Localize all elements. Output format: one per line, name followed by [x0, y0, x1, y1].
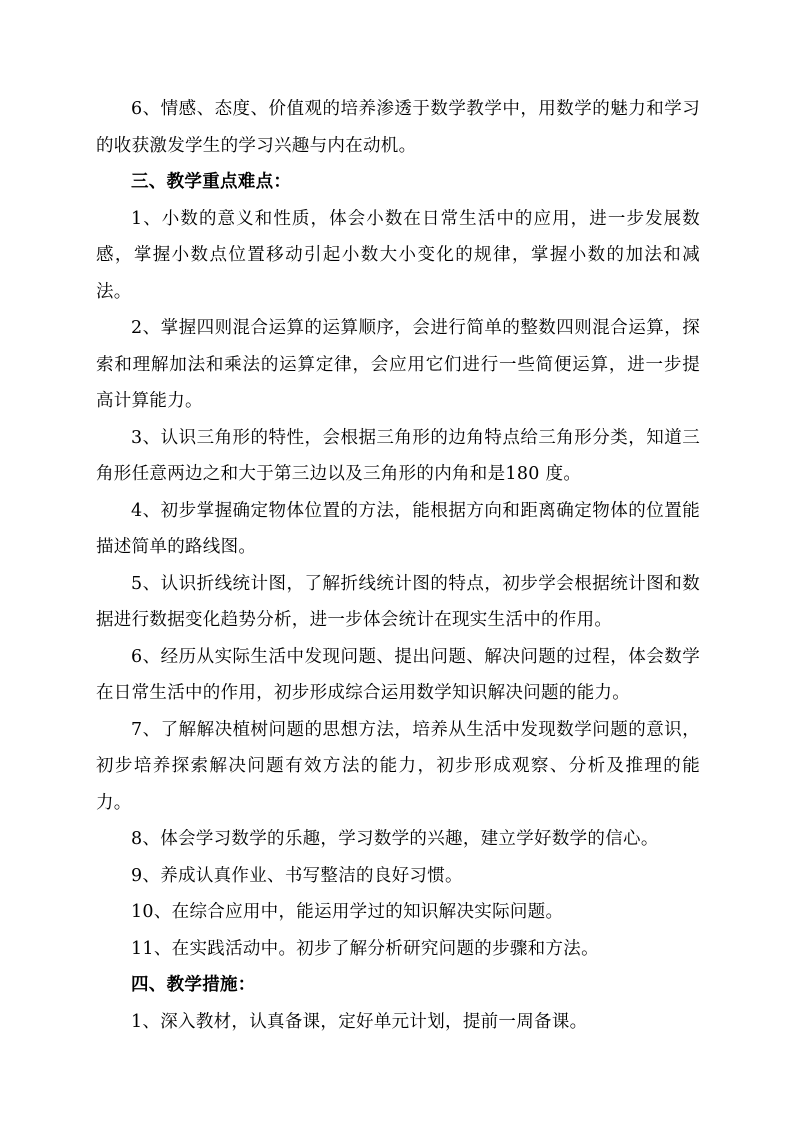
- paragraph-point-3: 3、认识三角形的特性，会根据三角形的边角特点给三角形分类，知道三角形任意两边之和大于第三边以及三角形的内角和是180 度。: [96, 427, 700, 484]
- paragraph-point-7: 7、了解解决植树问题的思想方法，培养从生活中发现数学问题的意识，初步培养探索解决问题有效方法的能力，初步形成观察、分析及推理的能力。: [96, 719, 700, 813]
- paragraph-measure-1: 1、深入教材，认真备课，定好单元计划，提前一周备课。: [131, 1011, 588, 1032]
- section-heading-teaching-measures: 四、教学措施：: [131, 975, 256, 995]
- paragraph-point-6: 6、经历从实际生活中发现问题、提出问题、解决问题的过程，体会数学在日常生活中的作用，初步形成综合运用数学知识解决问题的能力。: [96, 646, 700, 703]
- paragraph-point-5: 5、认识折线统计图，了解折线统计图的特点，初步学会根据统计图和数据进行数据变化趋势分析，进一步体会统计在现实生活中的作用。: [96, 573, 700, 630]
- paragraph-point-8: 8、体会学习数学的乐趣，学习数学的兴趣，建立学好数学的信心。: [131, 829, 659, 849]
- paragraph-point-4: 4、初步掌握确定物体位置的方法，能根据方向和距离确定物体的位置能描述简单的路线图。: [96, 500, 700, 557]
- paragraph-point-1: 1、小数的意义和性质，体会小数在日常生活中的应用，进一步发展数感，掌握小数点位置移动引起小数大小变化的规律，掌握小数的加法和减法。: [96, 208, 700, 302]
- paragraph-point-11: 11、在实践活动中。初步了解分析研究问题的步骤和方法。: [131, 938, 599, 959]
- paragraph-point-2: 2、掌握四则混合运算的运算顺序，会进行简单的整数四则混合运算，探索和理解加法和乘法的运算定律，会应用它们进行一些简便运算，进一步提高计算能力。: [96, 318, 700, 411]
- paragraph-goal-6: 6、情感、态度、价值观的培养渗透于数学教学中，用数学的魅力和学习的收获激发学生的学习兴趣与内在动机。: [96, 99, 700, 156]
- section-heading-key-points: 三、教学重点难点：: [131, 172, 292, 192]
- paragraph-point-10: 10、在综合应用中，能运用学过的知识解决实际问题。: [131, 902, 564, 922]
- document-body: [96, 91, 700, 1040]
- paragraph-point-9: 9、养成认真作业、书写整洁的良好习惯。: [131, 865, 463, 886]
